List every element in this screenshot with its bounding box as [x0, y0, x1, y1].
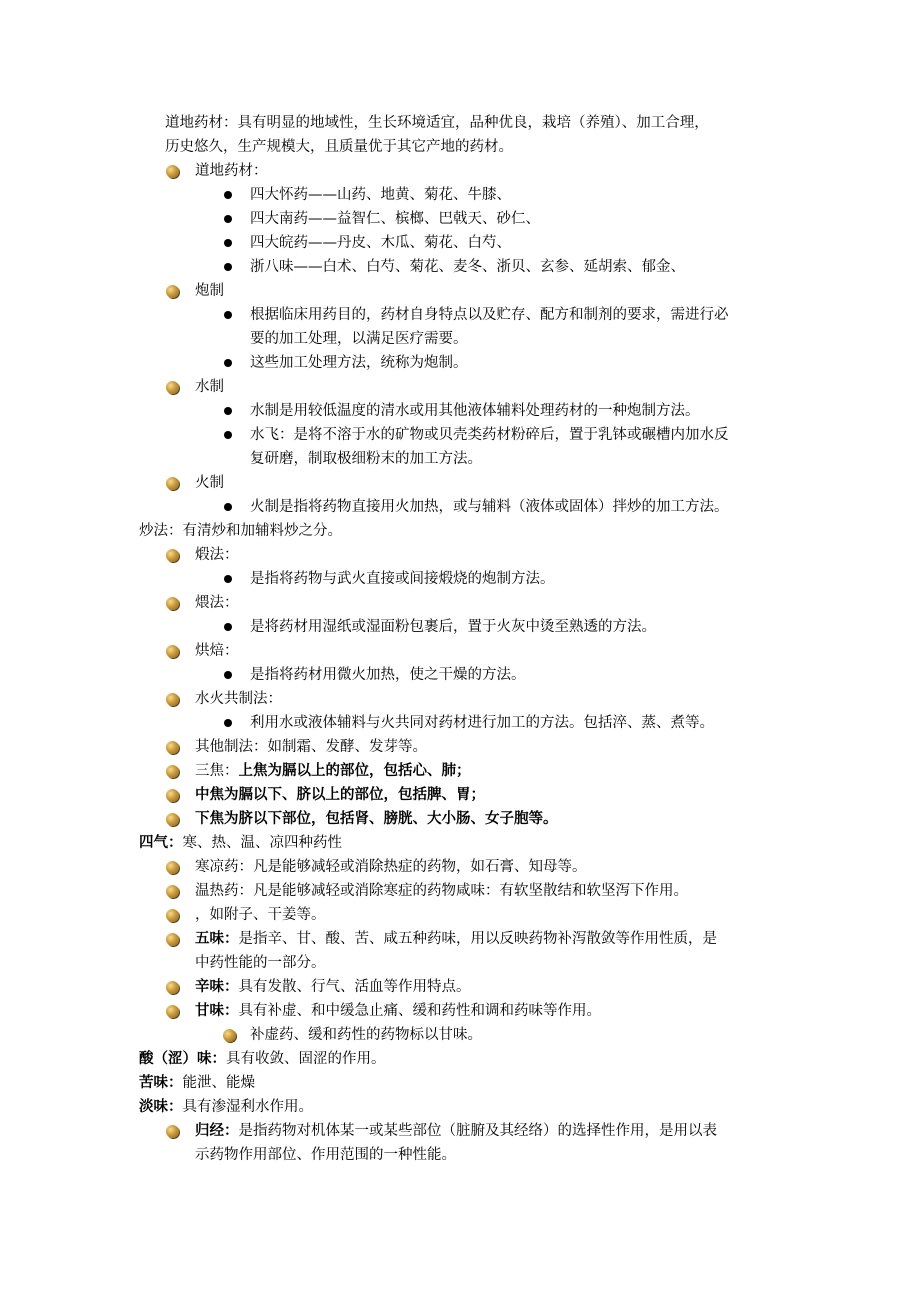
xinwei-label: 辛味：	[195, 978, 239, 995]
duanfa-item: 是指将药物与武火直接或间接煅烧的炮制方法。	[250, 571, 555, 587]
dot-icon	[224, 263, 232, 271]
suanwei-label: 酸（涩）味：	[139, 1050, 226, 1067]
chaofa-line: 炒法：有清炒和加辅料炒之分。	[139, 523, 342, 539]
sanjiao-shang: 上焦为膈以上的部位，包括心、肺；	[238, 762, 471, 779]
dot-icon	[224, 191, 232, 199]
wuwei-line-1	[195, 928, 717, 950]
dot-icon	[224, 215, 232, 223]
bullet-icon	[166, 765, 179, 778]
bullet-icon	[166, 693, 179, 706]
fuzi-line: ，如附子、干姜等。	[195, 907, 326, 923]
daodi-title: 道地药材：	[195, 163, 268, 179]
dot-icon	[224, 671, 232, 679]
bullet-icon	[166, 909, 179, 922]
bullet-icon	[166, 165, 179, 178]
ganwei-line	[195, 1000, 601, 1022]
huozhi-item-1: 火制是指将药物直接用火加热，或与辅料（液体或固体）拌炒的加工方法。	[250, 499, 729, 515]
siqi-line	[139, 832, 342, 854]
bullet-icon	[223, 1029, 236, 1042]
dot-icon	[224, 407, 232, 415]
wuwei-text: 是指辛、甘、酸、苦、咸五种药味，用以反映药物补泻散敛等作用性质，是	[238, 931, 717, 947]
bullet-icon	[166, 477, 179, 490]
bullet-icon	[166, 885, 179, 898]
dot-icon	[224, 311, 232, 319]
bullet-icon	[166, 861, 179, 874]
daodi-item-1: 四大怀药——山药、地黄、菊花、牛膝、	[250, 187, 511, 203]
xinwei-text: 具有发散、行气、活血等作用特点。	[238, 979, 471, 995]
bullet-icon	[166, 1125, 179, 1138]
dot-icon	[224, 503, 232, 511]
bullet-icon	[166, 813, 179, 826]
danwei-label: 淡味：	[139, 1098, 183, 1115]
bullet-icon	[166, 597, 179, 610]
guijing-text: 是指药物对机体某一或某些部位（脏腑及其经络）的选择性作用，是用以表	[238, 1123, 717, 1139]
hongbei-title: 烘焙：	[195, 643, 239, 659]
hanliang-line: 寒凉药：凡是能够减轻或消除热症的药物，如石膏、知母等。	[195, 859, 587, 875]
bullet-icon	[166, 381, 179, 394]
shuihuo-title: 水火共制法：	[195, 691, 282, 707]
wuwei-label: 五味：	[195, 930, 239, 947]
siqi-label: 四气：	[139, 834, 183, 851]
dot-icon	[224, 623, 232, 631]
dot-icon	[224, 575, 232, 583]
daodi-item-4: 浙八味——白术、白芍、菊花、麦冬、浙贝、玄参、延胡索、郁金、	[250, 259, 685, 275]
kuwei-text: 能泄、能燥	[182, 1075, 255, 1091]
ganwei-sub: 补虚药、缓和药性的药物标以甘味。	[250, 1027, 482, 1043]
hongbei-item: 是指将药材用微火加热，使之干燥的方法。	[250, 667, 526, 683]
dot-icon	[224, 359, 232, 367]
guijing-line-1	[195, 1120, 717, 1142]
suanwei-text: 具有收敛、固涩的作用。	[226, 1051, 386, 1067]
bullet-icon	[166, 285, 179, 298]
danwei-line	[139, 1096, 313, 1118]
weifa-item: 是将药材用湿纸或湿面粉包裹后，置于火灰中烫至熟透的方法。	[250, 619, 656, 635]
kuwei-label: 苦味：	[139, 1074, 183, 1091]
bullet-icon	[166, 741, 179, 754]
suanwei-line	[139, 1048, 386, 1070]
daodi-item-3: 四大皖药——丹皮、木瓜、菊花、白芍、	[250, 235, 511, 251]
paozhi-item-2: 这些加工处理方法，统称为炮制。	[250, 355, 468, 371]
guijing-line-2: 示药物作用部位、作用范围的一种性能。	[195, 1147, 456, 1163]
ganwei-label: 甘味：	[195, 1002, 239, 1019]
bullet-icon	[166, 981, 179, 994]
bullet-icon	[166, 1005, 179, 1018]
weifa-title: 煨法：	[195, 595, 239, 611]
wenre-line: 温热药：凡是能够减轻或消除寒症的药物咸味：有软坚散结和软坚泻下作用。	[195, 883, 688, 899]
guijing-label: 归经：	[195, 1122, 239, 1139]
sanjiao-xia: 下焦为脐以下部位，包括肾、膀胱、大小肠、女子胞等。	[195, 810, 558, 827]
shuizhi-item-1: 水制是用较低温度的清水或用其他液体辅料处理药材的一种炮制方法。	[250, 403, 700, 419]
kuwei-line	[139, 1072, 255, 1094]
daodi-item-2: 四大南药——益智仁、槟榔、巴戟天、砂仁、	[250, 211, 540, 227]
huozhi-title: 火制	[195, 475, 224, 491]
danwei-text: 具有渗湿利水作用。	[182, 1099, 313, 1115]
bullet-icon	[166, 789, 179, 802]
ganwei-text: 具有补虚、和中缓急止痛、缓和药性和调和药味等作用。	[238, 1003, 601, 1019]
xinwei-line	[195, 976, 471, 998]
sanjiao-label: 三焦：	[195, 763, 239, 779]
bullet-icon	[166, 645, 179, 658]
intro-line-2: 历史悠久，生产规模大，且质量优于其它产地的药材。	[165, 139, 513, 155]
intro-line-1: 道地药材：具有明显的地域性，生长环境适宜，品种优良，栽培（养殖）、加工合理，	[165, 115, 709, 131]
paozhi-item-1-line-2: 要的加工处理，以满足医疗需要。	[250, 331, 468, 347]
shuizhi-item-2-line-2: 复研磨，制取极细粉末的加工方法。	[250, 451, 482, 467]
shuizhi-title: 水制	[195, 379, 224, 395]
sanjiao-line	[195, 760, 471, 782]
shuizhi-item-2-line-1: 水飞：是将不溶于水的矿物或贝壳类药材粉碎后，置于乳钵或碾槽内加水反	[250, 427, 729, 443]
paozhi-title: 炮制	[195, 283, 224, 299]
dot-icon	[224, 431, 232, 439]
wuwei-line-2: 中药性能的一部分。	[195, 955, 326, 971]
bullet-icon	[166, 933, 179, 946]
dot-icon	[224, 239, 232, 247]
shuihuo-item: 利用水或液体辅料与火共同对药材进行加工的方法。包括淬、蒸、煮等。	[250, 715, 714, 731]
paozhi-item-1-line-1: 根据临床用药目的，药材自身特点以及贮存、配方和制剂的要求，需进行必	[250, 307, 729, 323]
siqi-text: 寒、热、温、凉四种药性	[182, 835, 342, 851]
duanfa-title: 煅法：	[195, 547, 239, 563]
qita-line: 其他制法：如制霜、发酵、发芽等。	[195, 739, 427, 755]
sanjiao-zhong: 中焦为膈以下、脐以上的部位，包括脾、胃；	[195, 786, 485, 803]
dot-icon	[224, 719, 232, 727]
bullet-icon	[166, 549, 179, 562]
